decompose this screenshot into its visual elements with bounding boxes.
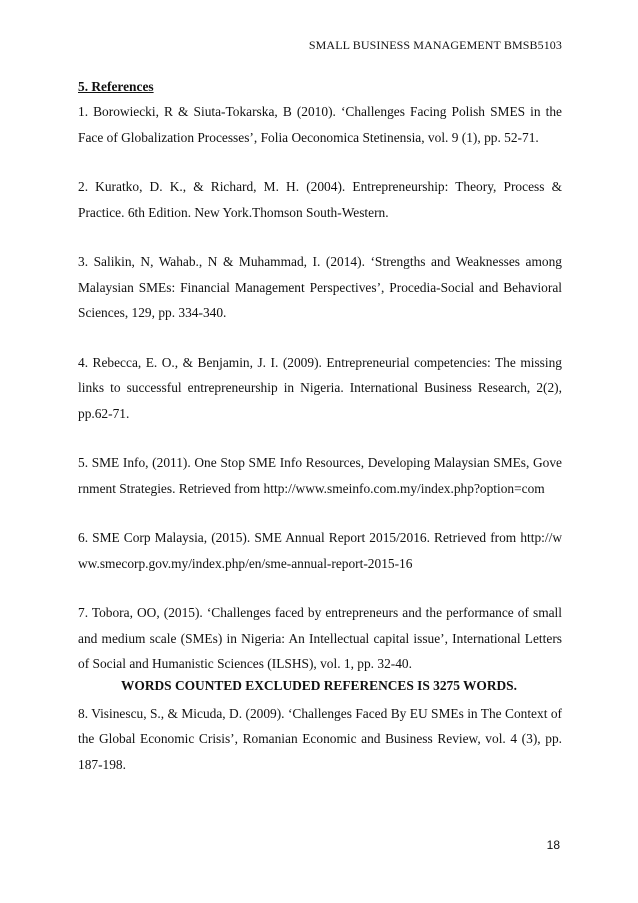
reference-item-4: 4. Rebecca, E. O., & Benjamin, J. I. (2009). Entrepreneurial competencies: The missing links to successful entrepreneurship in Nigeria. International Business Research, 2(2), pp.62-71. (78, 354, 562, 421)
page-number: 18 (546, 838, 560, 852)
reference-item-3: 3. Salikin, N, Wahab., N & Muhammad, I. (2014). ‘Strengths and Weaknesses among Malaysian SMEs: Financial Management Perspectives’, Procedia-Social and Behavioral Sciences, 129, pp. 334-340. (78, 254, 562, 320)
reference-item-5: 5. SME Info, (2011). One Stop SME Info Resources, Developing Malaysian SMEs, Government Strategies. Retrieved from http://www.smeinfo.com.my/index.php?option=com (78, 455, 562, 496)
reference-item-8: 8. Visinescu, S., & Micuda, D. (2009). ‘Challenges Faced By EU SMEs in The Context of the Global Economic Crisis’, Romanian Economic and Business Review, vol. 4 (3), pp. 187-198. (78, 705, 562, 772)
reference-item-6: 6. SME Corp Malaysia, (2015). SME Annual Report 2015/2016. Retrieved from http://www.smecorp.gov.my/index.php/en/sme-annual-report-2015-16 (78, 530, 562, 571)
word-count-note: WORDS COUNTED EXCLUDED REFERENCES IS 3275 WORDS. (121, 678, 517, 693)
references-section (78, 78, 562, 777)
reference-item-2: 2. Kuratko, D. K., & Richard, M. H. (2004). Entrepreneurship: Theory, Process & Practice. 6th Edition. New York.Thomson South-Western. (78, 179, 562, 220)
page-header: SMALL BUSINESS MANAGEMENT BMSB5103 (308, 38, 562, 52)
reference-item-1: 1. Borowiecki, R & Siuta-Tokarska, B (2010). ‘Challenges Facing Polish SMES in the Face of Globalization Processes’, Folia Oeconomica Stetinensia, vol. 9 (1), pp. 52-71. (78, 104, 562, 145)
reference-item-7: 7. Tobora, OO, (2015). ‘Challenges faced by entrepreneurs and the performance of small and medium scale (SMEs) in Nigeria: An Intellectual capital issue’, International Letters of Social and Humanistic Sciences (ILSHS), vol. 1, pp. 32-40. (78, 605, 562, 671)
section-title: 5. References (78, 79, 154, 94)
